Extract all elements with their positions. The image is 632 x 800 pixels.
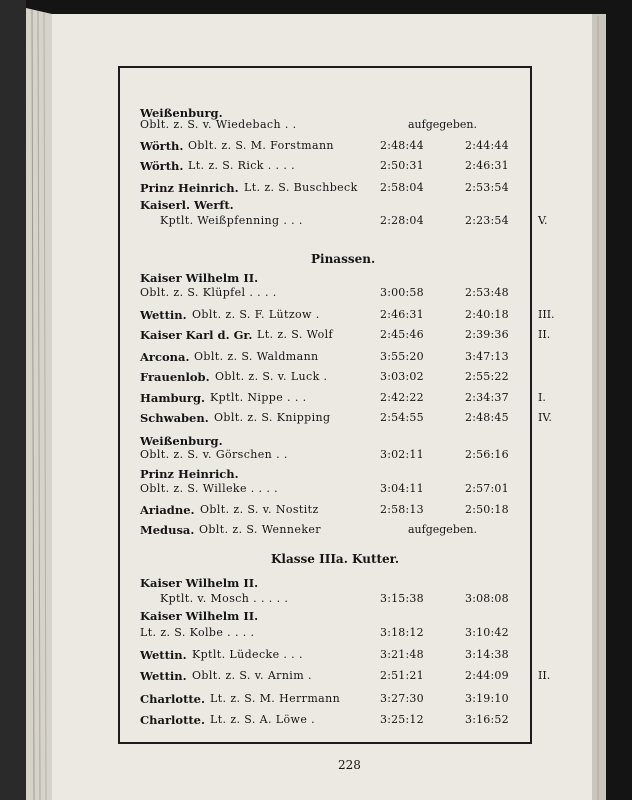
time-sailed: 3:04:11 xyxy=(380,482,424,495)
page-number: 228 xyxy=(338,758,361,772)
time-corrected: 2:53:54 xyxy=(465,181,509,194)
time-corrected: 3:14:38 xyxy=(465,648,509,661)
time-corrected: 2:56:16 xyxy=(465,448,509,461)
table-row xyxy=(140,646,530,664)
boat-name: Weißenburg. xyxy=(140,434,223,448)
crew-name: Lt. z. S. M. Herrmann xyxy=(210,692,341,705)
table-row xyxy=(140,368,530,386)
boat-name: Kaiser Wilhelm II. xyxy=(140,609,259,623)
section-title: Pinassen. xyxy=(311,252,376,266)
table-row xyxy=(140,446,530,464)
placing: II. xyxy=(538,669,551,682)
boat-name: Wörth. xyxy=(140,159,184,173)
time-corrected: 3:10:42 xyxy=(465,626,509,639)
time-corrected: 2:23:54 xyxy=(465,214,509,227)
table-row xyxy=(140,624,530,642)
boat-name: Frauenlob. xyxy=(140,370,210,384)
table-row xyxy=(140,306,555,324)
crew-name: Oblt. z. S. v. Arnim . xyxy=(192,669,312,682)
time-corrected: 2:50:18 xyxy=(465,503,509,516)
placing: I. xyxy=(538,391,546,404)
time-corrected: 2:53:48 xyxy=(465,286,509,299)
placing: V. xyxy=(538,214,548,227)
crew-name: Oblt. z. S. M. Forstmann xyxy=(188,139,334,152)
table-row xyxy=(140,521,530,539)
time-sailed: 2:51:21 xyxy=(380,669,424,682)
time-corrected: 2:46:31 xyxy=(465,159,509,172)
boat-name: Kaiser Wilhelm II. xyxy=(140,576,259,590)
boat-name: Wettin. xyxy=(140,308,187,322)
table-row xyxy=(140,667,551,685)
boat-name: Wettin. xyxy=(140,669,187,683)
time-sailed: 2:48:44 xyxy=(380,139,424,152)
time-sailed: 2:54:55 xyxy=(380,411,424,424)
table-row xyxy=(140,590,530,608)
table-row xyxy=(140,284,530,302)
placing: III. xyxy=(538,308,555,321)
time-sailed: 2:58:13 xyxy=(380,503,424,516)
time-corrected: 2:39:36 xyxy=(465,328,509,341)
table-row xyxy=(140,212,548,230)
table-row xyxy=(140,690,530,708)
table-row xyxy=(140,116,530,134)
boat-name: Hamburg. xyxy=(140,391,205,405)
crew-name: Kptlt. v. Mosch . . . . . xyxy=(160,592,289,605)
boat-name: Schwaben. xyxy=(140,411,209,425)
section-title: Klasse IIIa. Kutter. xyxy=(271,552,400,566)
time-corrected: 3:16:52 xyxy=(465,713,509,726)
crew-name: Oblt. z. S. v. Nostitz xyxy=(200,503,319,516)
table-row xyxy=(140,409,552,427)
remark: aufgegeben. xyxy=(408,523,477,536)
time-sailed: 3:03:02 xyxy=(380,370,424,383)
crew-name: Oblt. z. S. v. Luck . xyxy=(215,370,328,383)
time-sailed: 2:42:22 xyxy=(380,391,424,404)
crew-name: Lt. z. S. Buschbeck xyxy=(244,181,358,194)
time-sailed: 2:45:46 xyxy=(380,328,424,341)
crew-name: Oblt. z. S. v. Wiedebach . . xyxy=(140,118,297,131)
time-corrected: 3:47:13 xyxy=(465,350,509,363)
entry-heading xyxy=(140,607,530,625)
table-row xyxy=(140,179,530,197)
boat-name: Prinz Heinrich. xyxy=(140,181,239,195)
table-row xyxy=(140,389,546,407)
crew-name: Oblt. z. S. F. Lützow . xyxy=(192,308,320,321)
time-corrected: 2:48:45 xyxy=(465,411,509,424)
crew-name: Oblt. z. S. Knipping xyxy=(214,411,331,424)
crew-name: Kptlt. Weißpfenning . . . xyxy=(160,214,303,227)
remark: aufgegeben. xyxy=(408,118,477,131)
boat-name: Prinz Heinrich. xyxy=(140,467,239,481)
time-sailed: 2:58:04 xyxy=(380,181,424,194)
crew-name: Oblt. z. S. v. Görschen . . xyxy=(140,448,288,461)
boat-name: Medusa. xyxy=(140,523,195,537)
table-row xyxy=(140,480,530,498)
time-corrected: 2:55:22 xyxy=(465,370,509,383)
boat-name: Ariadne. xyxy=(140,503,195,517)
boat-name: Wettin. xyxy=(140,648,187,662)
time-corrected: 2:44:44 xyxy=(465,139,509,152)
crew-name: Oblt. z. S. Willeke . . . . xyxy=(140,482,279,495)
table-row xyxy=(140,326,551,344)
boat-name: Charlotte. xyxy=(140,692,206,706)
time-sailed: 3:00:58 xyxy=(380,286,424,299)
crew-name: Lt. z. S. A. Löwe . xyxy=(210,713,316,726)
time-sailed: 3:02:11 xyxy=(380,448,424,461)
table-row xyxy=(140,501,530,519)
time-sailed: 2:50:31 xyxy=(380,159,424,172)
time-corrected: 2:40:18 xyxy=(465,308,509,321)
boat-name: Weißenburg. xyxy=(140,106,223,120)
table-row xyxy=(140,348,530,366)
time-corrected: 2:34:37 xyxy=(465,391,509,404)
crew-name: Oblt. z. S. Waldmann xyxy=(194,350,319,363)
crew-name: Oblt. z. S. Klüpfel . . . . xyxy=(140,286,277,299)
time-sailed: 3:21:48 xyxy=(380,648,424,661)
boat-name: Arcona. xyxy=(140,350,190,364)
boat-name: Wörth. xyxy=(140,139,184,153)
crew-name: Kptlt. Nippe . . . xyxy=(210,391,307,404)
boat-name: Kaiser Karl d. Gr. xyxy=(140,328,253,342)
boat-name: Kaiserl. Werft. xyxy=(140,198,234,212)
time-sailed: 3:18:12 xyxy=(380,626,424,639)
time-sailed: 3:15:38 xyxy=(380,592,424,605)
time-sailed: 2:28:04 xyxy=(380,214,424,227)
time-corrected: 3:19:10 xyxy=(465,692,509,705)
time-sailed: 2:46:31 xyxy=(380,308,424,321)
crew-name: Kptlt. Lüdecke . . . xyxy=(192,648,303,661)
table-row xyxy=(140,711,530,729)
boat-name: Charlotte. xyxy=(140,713,206,727)
crew-name: Oblt. z. S. Wenneker xyxy=(199,523,321,536)
placing: II. xyxy=(538,328,551,341)
crew-name: Lt. z. S. Wolf xyxy=(257,328,334,341)
time-corrected: 2:57:01 xyxy=(465,482,509,495)
time-sailed: 3:55:20 xyxy=(380,350,424,363)
crew-name: Lt. z. S. Kolbe . . . . xyxy=(140,626,255,639)
placing: IV. xyxy=(538,411,552,424)
table-row xyxy=(140,137,530,155)
table-row xyxy=(140,157,530,175)
crew-name: Lt. z. S. Rick . . . . xyxy=(188,159,296,172)
time-sailed: 3:25:12 xyxy=(380,713,424,726)
time-corrected: 3:08:08 xyxy=(465,592,509,605)
time-sailed: 3:27:30 xyxy=(380,692,424,705)
boat-name: Kaiser Wilhelm II. xyxy=(140,271,259,285)
time-corrected: 2:44:09 xyxy=(465,669,509,682)
